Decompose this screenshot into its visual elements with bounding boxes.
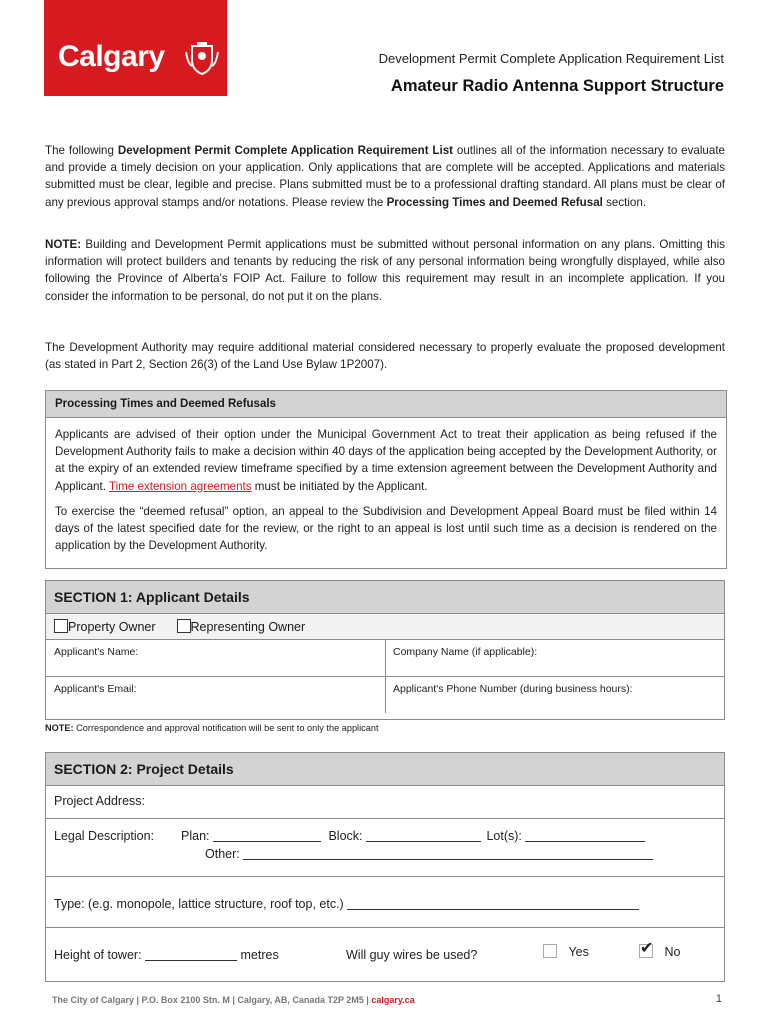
type-label: Type: (e.g. monopole, lattice structure, roof top, etc.) — [54, 897, 344, 911]
plan-field — [181, 829, 645, 843]
intro-note — [45, 236, 725, 305]
section-1-title: SECTION 1: Applicant Details — [46, 581, 724, 614]
document-subtitle: Amateur Radio Antenna Support Structure — [390, 77, 724, 95]
time-extension-link[interactable]: Time extension agreements — [108, 479, 252, 493]
lots-input[interactable] — [525, 829, 645, 842]
section-2-project-details — [45, 752, 725, 982]
processing-times-box — [45, 390, 727, 569]
type-row — [46, 877, 724, 928]
logo-text: Calgary — [58, 40, 165, 73]
property-owner-label: Property Owner — [68, 620, 156, 634]
section-1-note — [45, 723, 379, 733]
intro-text-c: section. — [602, 195, 647, 209]
footer-site-link[interactable]: calgary.ca — [371, 995, 415, 1005]
city-crest-icon — [184, 42, 220, 76]
project-address-label: Project Address: — [54, 794, 146, 808]
section-2-title: SECTION 2: Project Details — [46, 753, 724, 786]
lots-label: Lot(s): — [486, 829, 522, 843]
processing-times-title: Processing Times and Deemed Refusals — [46, 391, 726, 418]
applicant-name-row — [46, 640, 724, 677]
section-1-applicant-details — [45, 580, 725, 720]
checkmark-icon: ✔ — [640, 940, 654, 957]
processing-paragraph-1 — [55, 426, 717, 495]
representing-owner-label: Representing Owner — [190, 620, 306, 634]
section-1-note-text: Correspondence and approval notification will be sent to only the applicant — [73, 723, 379, 733]
note-text: Building and Development Permit applications must be submitted without personal information on any plans. Omitting this information will protect builders and tenants by reducing the risk of any personal information being wrongfully displayed, while also following the Province of Alberta's FOIP Act. Failure to follow this requirement may result in an incomplete application. If you consider the information to be personal, do not put it on the plans. — [45, 238, 725, 303]
intro-text-b: outlines all of the information necessary to evaluate and provide a timely decision on your application. Only applications that are complete will be accepted. Applications and materials submitted must be clear, legible and precise. Plans submitted must be to a professional drafting standard. All plans must be clear of any previous approval stamps and/or notations. Please review the — [45, 144, 725, 209]
document-title: Development Permit Complete Application Requirement List — [378, 51, 724, 66]
legal-description-row — [46, 819, 724, 877]
applicant-email-label: Applicant's Email: — [54, 683, 137, 695]
property-owner-checkbox[interactable] — [54, 619, 68, 633]
footer-address-text: The City of Calgary | P.O. Box 2100 Stn. M | Calgary, AB, Canada T2P 2M5 | — [52, 995, 372, 1005]
calgary-logo — [44, 0, 227, 96]
guy-wires-label: Will guy wires be used? — [346, 948, 478, 962]
representing-owner-checkbox[interactable] — [177, 619, 191, 633]
plan-label: Plan: — [181, 829, 210, 843]
plan-input[interactable] — [213, 829, 321, 842]
processing-text-a: Applicants are advised of their option under the Municipal Government Act to treat their application as being refused if the Development Authority fails to make a decision within 40 days of the application being accepted by the Development Authority, or at the expiry of an extended review timeframe specified by a time extension agreement between the Development Authority and Applicant. — [55, 428, 717, 493]
yes-label: Yes — [568, 945, 589, 959]
guy-wires-no — [639, 940, 681, 959]
height-input[interactable] — [145, 948, 237, 961]
height-label: Height of tower: — [54, 948, 142, 962]
no-checkbox[interactable] — [639, 940, 654, 958]
other-field — [205, 847, 653, 861]
type-input[interactable] — [347, 897, 639, 910]
guy-wires-yes — [543, 944, 589, 959]
intro-bold-b: Processing Times and Deemed Refusal — [386, 195, 603, 209]
legal-description-label: Legal Description: — [54, 829, 155, 843]
block-label: Block: — [328, 829, 363, 843]
page-number: 1 — [715, 993, 722, 1005]
processing-text-b: must be initiated by the Applicant. — [251, 479, 428, 493]
processing-times-body — [46, 418, 726, 568]
project-address-row — [46, 786, 724, 819]
note-label: NOTE: — [45, 238, 82, 251]
type-field — [54, 897, 639, 911]
applicant-role-row — [46, 614, 724, 640]
intro-text-a: The following — [45, 144, 118, 157]
metres-label: metres — [240, 948, 279, 962]
intro-bold-a: Development Permit Complete Application Requirement List — [117, 144, 454, 157]
block-input[interactable] — [366, 829, 481, 842]
column-divider — [385, 640, 386, 676]
company-name-label: Company Name (if applicable): — [393, 646, 538, 658]
phone-label: Applicant's Phone Number (during business hours): — [393, 683, 633, 695]
footer-address — [52, 995, 415, 1005]
applicant-name-label: Applicant's Name: — [54, 646, 139, 658]
height-field — [54, 948, 279, 962]
other-label: Other: — [205, 847, 240, 861]
applicant-email-row — [46, 677, 724, 713]
processing-paragraph-2: To exercise the “deemed refusal” option, an appeal to the Subdivision and Development Appeal Board must be filed within 14 days of the latest specified date for the review, or the right to an appeal is lost until such time as a decision is rendered on the application by the Development Authority. — [55, 504, 717, 553]
column-divider — [385, 677, 386, 713]
yes-checkbox[interactable] — [543, 944, 557, 958]
other-input[interactable] — [243, 847, 653, 860]
no-label: No — [664, 945, 681, 959]
intro-paragraph — [45, 142, 725, 211]
intro-authority-paragraph: The Development Authority may require additional material considered necessary to properly evaluate the proposed development (as stated in Part 2, Section 26(3) of the Land Use Bylaw 1P2007). — [45, 341, 725, 372]
height-row — [46, 928, 724, 982]
section-1-note-label: NOTE: — [45, 723, 74, 733]
